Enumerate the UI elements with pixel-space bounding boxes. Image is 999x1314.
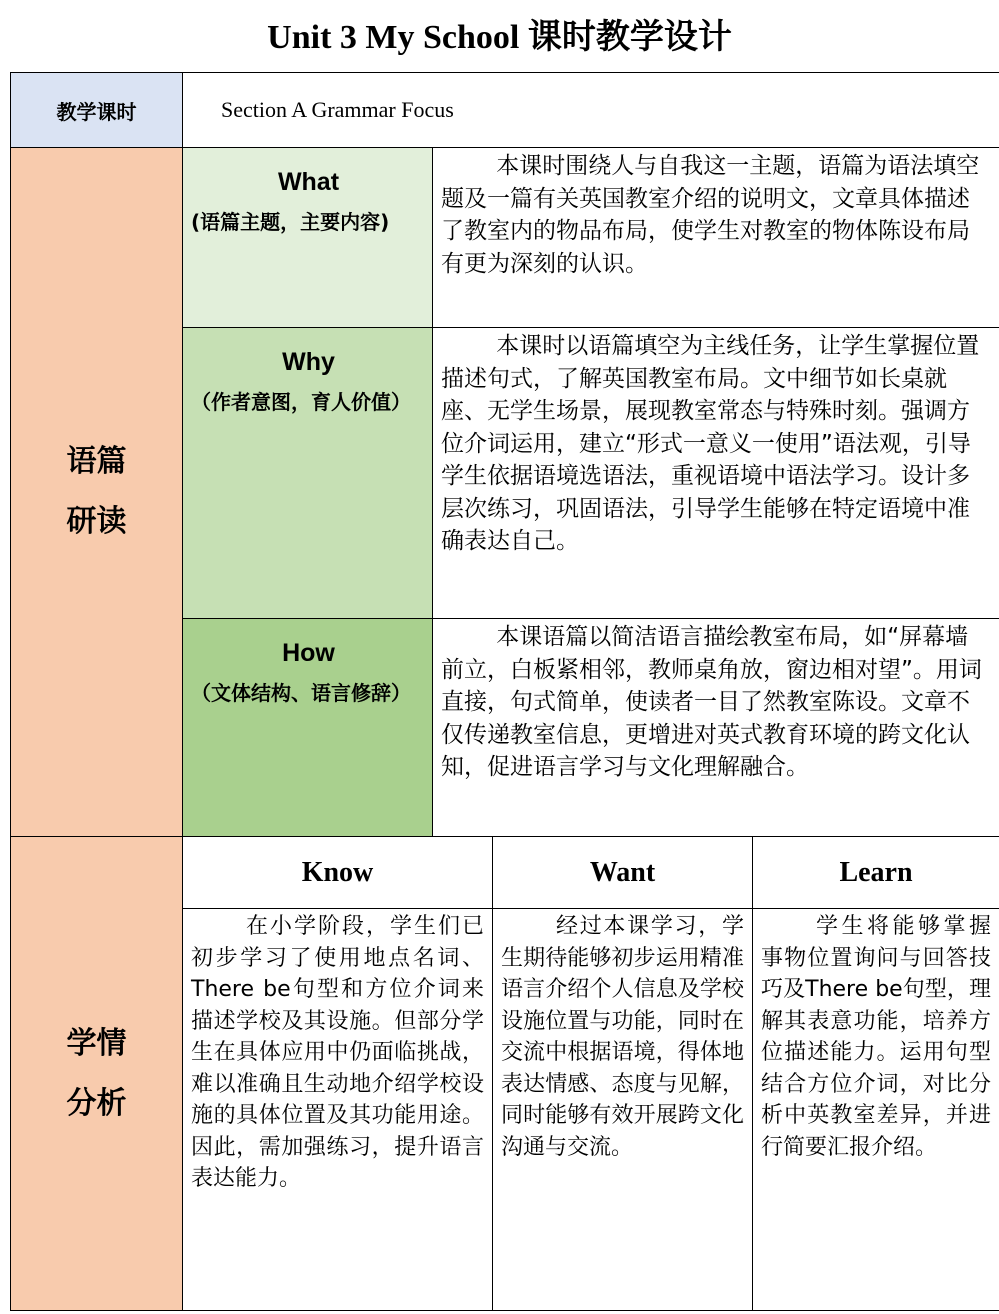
what-subheading: (语篇主题，主要内容) xyxy=(191,210,390,234)
period-value: Section A Grammar Focus xyxy=(183,73,999,148)
how-label xyxy=(183,619,433,837)
learn-text: 学生将能够掌握事物位置询问与回答技巧及There be句型，理解其表意功能，培养方位描述能力。运用句型结合方位介词，对比分析中英教室差异，并进行简要汇报介绍。 xyxy=(753,909,999,1311)
know-header: Know xyxy=(183,837,493,909)
period-row xyxy=(11,73,999,148)
kwl-header-row xyxy=(11,837,999,909)
what-heading: What xyxy=(277,168,340,196)
why-heading: Why xyxy=(282,348,335,376)
learn-header: Learn xyxy=(753,837,999,909)
period-label: 教学课时 xyxy=(11,73,183,148)
text-study-label: 语篇 研读 xyxy=(11,148,183,837)
how-heading: How xyxy=(282,639,335,667)
what-label xyxy=(183,148,433,328)
why-subheading: （作者意图，育人价值） xyxy=(191,390,411,414)
how-subheading: （文体结构、语言修辞） xyxy=(191,681,411,705)
student-analysis-label: 学情 分析 xyxy=(11,837,183,1311)
know-text: 在小学阶段，学生们已初步学习了使用地点名词、There be句型和方位介词来描述学校及其设施。但部分学生在具体应用中仍面临挑战，难以准确且生动地介绍学校设施的具体位置及其功能用途。因此，需加强练习，提升语言表达能力。 xyxy=(183,909,493,1311)
why-text: 本课时以语篇填空为主线任务，让学生掌握位置描述句式，了解英国教室布局。文中细节如长桌就座、无学生场景，展现教室常态与特殊时刻。强调方位介词运用，建立“形式一意义一使用”语法观，引导学生依据语境选语法，重视语境中语法学习。设计多层次练习，巩固语法，引导学生能够在特定语境中准确表达自己。 xyxy=(433,328,999,619)
why-label xyxy=(183,328,433,619)
want-text: 经过本课学习，学生期待能够初步运用精准语言介绍个人信息及学校设施位置与功能，同时在交流中根据语境，得体地表达情感、态度与见解，同时能够有效开展跨文化沟通与交流。 xyxy=(493,909,753,1311)
what-text: 本课时围绕人与自我这一主题，语篇为语法填空题及一篇有关英国教室介绍的说明文，文章具体描述了教室内的物品布局，使学生对教室的物体陈设布局有更为深刻的认识。 xyxy=(433,148,999,328)
how-text: 本课语篇以简洁语言描绘教室布局，如“屏幕墙前立，白板紧相邻，教师桌角放，窗边相对望”。用词直接，句式简单，使读者一目了然教室陈设。文章不仅传递教室信息，更增进对英式教育环境的跨文化认知，促进语言学习与文化理解融合。 xyxy=(433,619,999,837)
want-header: Want xyxy=(493,837,753,909)
lesson-design-table xyxy=(10,72,999,1311)
document-title: Unit 3 My School 课时教学设计 xyxy=(267,19,732,56)
what-row xyxy=(11,148,999,328)
